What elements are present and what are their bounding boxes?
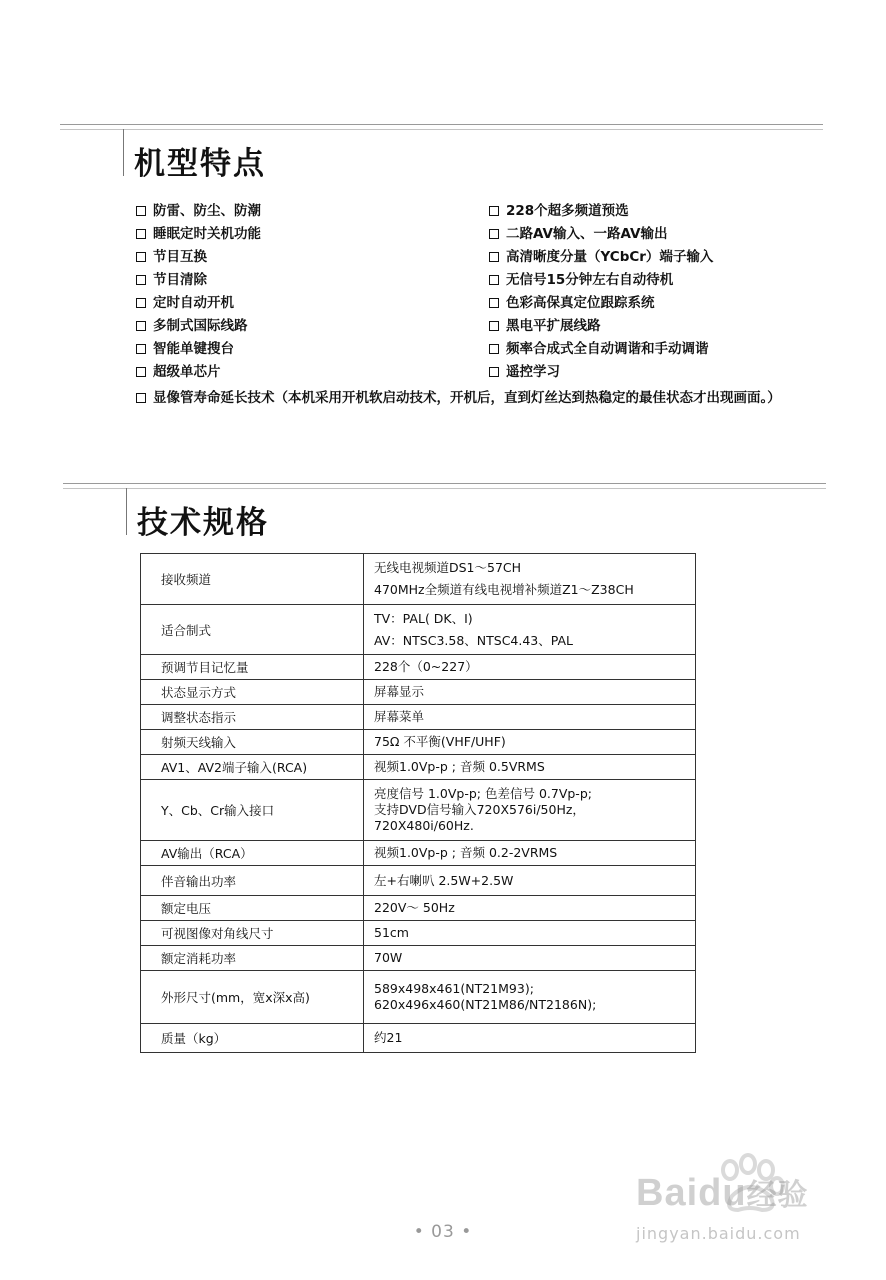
spec-value-line: 51cm [374, 925, 409, 940]
feature-label: 显像管寿命延长技术（本机采用开机软启动技术，开机后，直到灯丝达到热稳定的最佳状态才出现画面。） [153, 390, 781, 406]
spec-row [141, 841, 696, 866]
spec-row [141, 866, 696, 896]
spec-label: 可视图像对角线尺寸 [141, 921, 364, 946]
feature-label: 228个超多频道预选 [506, 203, 629, 219]
spec-row [141, 780, 696, 841]
feature-item [136, 249, 207, 265]
spec-value-line: 220V～ 50Hz [374, 900, 455, 915]
watermark-brand-cn: 经验 [746, 1179, 809, 1212]
feature-label: 无信号15分钟左右自动待机 [506, 272, 674, 288]
specs-table [140, 553, 696, 1053]
section-divider-top-thin [60, 129, 823, 130]
spec-row [141, 946, 696, 971]
spec-value [364, 755, 696, 780]
feature-item [136, 226, 261, 242]
spec-value-line: 70W [374, 950, 403, 965]
checkbox-icon [136, 344, 146, 354]
feature-label: 频率合成式全自动调谐和手动调谐 [506, 341, 709, 357]
feature-label: 节目清除 [153, 272, 207, 288]
spec-value-line: 589x498x461(NT21M93); [374, 981, 534, 996]
feature-item [489, 341, 709, 357]
spec-value [364, 921, 696, 946]
spec-value-line: 亮度信号 1.0Vp-p; 色差信号 0.7Vp-p; [374, 786, 592, 801]
spec-value [364, 605, 696, 655]
feature-item [489, 272, 673, 288]
feature-item-long [136, 387, 826, 410]
feature-item [489, 226, 667, 242]
feature-label: 智能单键搜台 [153, 341, 234, 357]
spec-label: 外形尺寸(mm，宽x深x高) [141, 971, 364, 1024]
spec-label: 适合制式 [141, 605, 364, 655]
checkbox-icon [489, 252, 499, 262]
spec-row [141, 730, 696, 755]
spec-value-line: 左+右喇叭 2.5W+2.5W [374, 872, 514, 888]
feature-item [489, 249, 713, 265]
spec-value-line: 75Ω 不平衡(VHF/UHF) [374, 734, 506, 749]
spec-value [364, 680, 696, 705]
specs-heading: 技术规格 [137, 505, 269, 541]
feature-item [136, 272, 207, 288]
spec-value-line: 约21 [374, 1030, 403, 1045]
spec-label: 质量（kg） [141, 1024, 364, 1053]
spec-value [364, 655, 696, 680]
spec-row [141, 921, 696, 946]
spec-row [141, 680, 696, 705]
spec-value-line: 620x496x460(NT21M86/NT2186N); [374, 997, 597, 1012]
spec-label: AV1、AV2端子输入(RCA) [141, 755, 364, 780]
feature-item [136, 203, 261, 219]
section-divider-top [60, 124, 823, 125]
spec-label: 额定电压 [141, 896, 364, 921]
spec-row [141, 755, 696, 780]
feature-label: 高清晰度分量（YCbCr）端子输入 [506, 249, 714, 265]
feature-label: 多制式国际线路 [153, 318, 248, 334]
spec-row [141, 605, 696, 655]
feature-item [136, 364, 221, 380]
checkbox-icon [136, 206, 146, 216]
spec-value-line: TV：PAL( DK、I) [374, 610, 473, 626]
feature-item [489, 295, 655, 311]
checkbox-icon [489, 367, 499, 377]
spec-value-line: 无线电视频道DS1～57CH [374, 560, 522, 575]
checkbox-icon [136, 367, 146, 377]
feature-label: 超级单芯片 [153, 364, 221, 380]
heading-accent-bar [126, 488, 127, 535]
spec-value-line: 470MHz全频道有线电视增补频道Z1～Z38CH [374, 582, 634, 597]
section-divider-specs [63, 483, 826, 484]
spec-row [141, 705, 696, 730]
watermark-url: jingyan.baidu.com [636, 1224, 801, 1243]
feature-item [489, 318, 601, 334]
feature-label: 节目互换 [153, 249, 207, 265]
checkbox-icon [136, 229, 146, 239]
features-heading: 机型特点 [134, 146, 266, 182]
feature-label: 防雷、防尘、防潮 [153, 203, 261, 219]
feature-item [136, 295, 234, 311]
spec-row [141, 896, 696, 921]
checkbox-icon [489, 229, 499, 239]
spec-value-line: 支持DVD信号输入720X576i/50Hz， [374, 802, 585, 817]
spec-value-line: 228个（0~227） [374, 659, 478, 674]
heading-accent-bar [123, 129, 124, 176]
spec-label: 预调节目记忆量 [141, 655, 364, 680]
spec-label: AV输出（RCA） [141, 841, 364, 866]
feature-label: 黑电平扩展线路 [506, 318, 601, 334]
watermark-brand [636, 1170, 809, 1215]
checkbox-icon [489, 206, 499, 216]
checkbox-icon [136, 252, 146, 262]
spec-row [141, 971, 696, 1024]
checkbox-icon [489, 321, 499, 331]
spec-label: 射频天线输入 [141, 730, 364, 755]
spec-value [364, 730, 696, 755]
checkbox-icon [489, 298, 499, 308]
spec-row [141, 655, 696, 680]
spec-value [364, 705, 696, 730]
spec-value-line: 720X480i/60Hz. [374, 818, 474, 833]
spec-row [141, 1024, 696, 1053]
spec-label: 接收频道 [141, 554, 364, 605]
checkbox-icon [136, 275, 146, 285]
spec-label: 状态显示方式 [141, 680, 364, 705]
spec-label: 额定消耗功率 [141, 946, 364, 971]
spec-row [141, 554, 696, 605]
spec-value [364, 946, 696, 971]
feature-label: 定时自动开机 [153, 295, 234, 311]
spec-value-line: AV：NTSC3.58、NTSC4.43、PAL [374, 632, 574, 648]
feature-item [489, 364, 560, 380]
spec-label: 调整状态指示 [141, 705, 364, 730]
checkbox-icon [136, 298, 146, 308]
feature-label: 二路AV输入、一路AV输出 [506, 226, 668, 242]
feature-label: 遥控学习 [506, 364, 560, 380]
checkbox-icon [489, 344, 499, 354]
spec-value-line: 视频1.0Vp-p ; 音频 0.5VRMS [374, 759, 545, 774]
feature-item [136, 341, 234, 357]
spec-value [364, 841, 696, 866]
spec-label: Y、Cb、Cr输入接口 [141, 780, 364, 841]
section-divider-specs-thin [63, 488, 826, 489]
checkbox-icon [136, 321, 146, 331]
spec-value [364, 866, 696, 896]
feature-item [136, 318, 248, 334]
checkbox-icon [136, 393, 146, 403]
spec-label: 伴音输出功率 [141, 866, 364, 896]
spec-value-line: 屏幕显示 [374, 684, 425, 699]
spec-value-line: 屏幕菜单 [374, 709, 425, 724]
spec-value [364, 971, 696, 1024]
page-number: • 03 • [413, 1222, 473, 1242]
spec-value-line: 视频1.0Vp-p ; 音频 0.2-2VRMS [374, 845, 558, 860]
checkbox-icon [489, 275, 499, 285]
spec-value [364, 554, 696, 605]
feature-label: 睡眠定时关机功能 [153, 226, 261, 242]
watermark-brand-latin: Baidu [636, 1172, 747, 1214]
feature-label: 色彩高保真定位跟踪系统 [506, 295, 655, 311]
spec-value [364, 1024, 696, 1053]
feature-item [489, 203, 629, 219]
spec-value [364, 896, 696, 921]
spec-value [364, 780, 696, 841]
